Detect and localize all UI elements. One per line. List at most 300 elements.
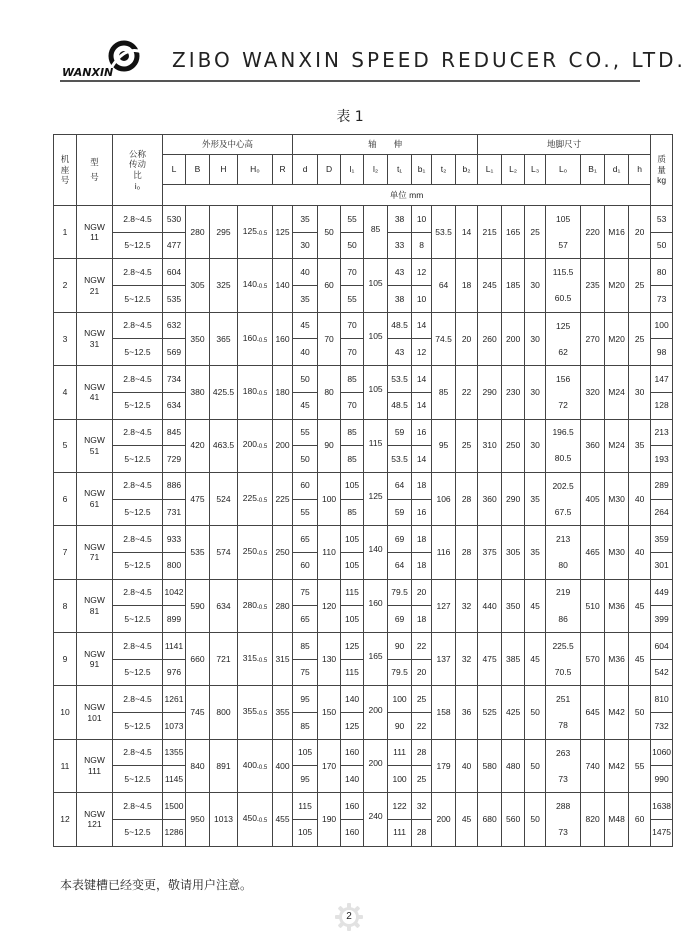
foot-L1-cell: 245 — [478, 259, 502, 312]
b1-cell: 10 — [412, 206, 432, 233]
t2-cell: 74.5 — [432, 312, 456, 365]
foot-d1-cell: M24 — [605, 366, 629, 419]
L-cell: 1500 — [163, 793, 186, 820]
b2-cell: 45 — [456, 793, 478, 846]
l1-cell: 160 — [341, 819, 364, 846]
b1-cell: 18 — [412, 472, 432, 499]
t1-cell: 69 — [388, 526, 412, 553]
col-header-dim-3: H₀ — [238, 155, 273, 185]
foot-h-cell: 45 — [629, 633, 651, 686]
foot-L2-cell: 250 — [502, 419, 525, 472]
H0-cell — [238, 526, 273, 579]
ratio-cell: 5~12.5 — [113, 606, 163, 633]
mass-cell: 1475 — [651, 819, 673, 846]
t1-cell: 122 — [388, 793, 412, 820]
col-header-shaft-3: l₂ — [364, 155, 388, 185]
H0-value: 315 — [242, 652, 257, 663]
foot-h-cell: 60 — [629, 793, 651, 846]
H0-tolerance: -0.5 — [256, 284, 268, 291]
t1-cell: 90 — [388, 633, 412, 660]
type-cell — [77, 793, 113, 846]
ratio-cell: 5~12.5 — [113, 819, 163, 846]
type-label: NGW 111 — [84, 755, 105, 776]
table-row — [54, 232, 673, 259]
H0-value: 450 — [242, 813, 257, 824]
l1-cell: 70 — [341, 339, 364, 366]
mass-cell: 1638 — [651, 793, 673, 820]
gear-logo-icon — [110, 43, 142, 70]
R-cell: 455 — [273, 793, 293, 846]
t1-cell: 48.5 — [388, 312, 412, 339]
type-cell — [77, 526, 113, 579]
col-header-foot-3: L₀ — [546, 155, 581, 185]
foot-L0-cell: 67.5 — [546, 499, 581, 526]
type-label: NGW 61 — [84, 488, 105, 510]
col-mass-header — [651, 135, 673, 206]
mass-cell: 264 — [651, 499, 673, 526]
b2-cell: 40 — [456, 739, 478, 792]
b2-cell: 25 — [456, 419, 478, 472]
foot-h-cell: 25 — [629, 312, 651, 365]
b1-cell: 14 — [412, 446, 432, 473]
foot-d1-cell: M20 — [605, 259, 629, 312]
foot-L0-cell: 78 — [546, 713, 581, 740]
l2-cell: 200 — [364, 758, 388, 785]
b2-cell: 22 — [456, 366, 478, 419]
b1-cell: 12 — [412, 259, 432, 286]
foot-B1-cell: 235 — [581, 259, 605, 312]
mass-cell: 50 — [651, 232, 673, 259]
table-title: 表 1 — [336, 109, 364, 125]
foot-d1-cell: M16 — [605, 206, 629, 259]
d-cell: 45 — [293, 312, 318, 339]
mass-cell: 53 — [651, 206, 673, 233]
l1-cell: 55 — [341, 286, 364, 313]
b2-cell: 28 — [456, 472, 478, 525]
foot-h-cell: 20 — [629, 206, 651, 259]
l2-cell: 105 — [364, 278, 388, 305]
d-cell: 40 — [293, 259, 318, 286]
col-mass-label: 质量 — [657, 154, 666, 175]
L-cell: 1042 — [163, 579, 186, 606]
H0-cell — [238, 686, 273, 739]
ratio-cell: 2.8~4.5 — [113, 526, 163, 553]
ratio-cell: 5~12.5 — [113, 392, 163, 419]
l2-cell: 105 — [364, 331, 388, 358]
col-header-foot-2: L₃ — [525, 155, 546, 185]
b2-cell: 14 — [456, 206, 478, 259]
foot-L1-cell: 310 — [478, 419, 502, 472]
foot-L3-cell: 30 — [525, 312, 546, 365]
H0-cell — [238, 366, 273, 419]
L-cell: 899 — [163, 606, 186, 633]
foot-L1-cell: 680 — [478, 793, 502, 846]
ratio-cell: 5~12.5 — [113, 659, 163, 686]
t1-cell: 90 — [388, 713, 412, 740]
b1-cell: 32 — [412, 793, 432, 820]
d-cell: 85 — [293, 713, 318, 740]
d-cell: 105 — [293, 819, 318, 846]
foot-B1-cell: 510 — [581, 579, 605, 632]
foot-d1-cell: M30 — [605, 472, 629, 525]
foot-L3-cell: 35 — [525, 472, 546, 525]
foot-L2-cell: 480 — [502, 739, 525, 792]
mass-cell: 147 — [651, 366, 673, 393]
group-foot-header: 地脚尺寸 — [478, 135, 651, 155]
table-row — [54, 552, 673, 579]
type-cell — [77, 366, 113, 419]
seat-no-cell: 8 — [54, 579, 77, 632]
table-row — [54, 819, 673, 846]
L-cell: 734 — [163, 366, 186, 393]
type-cell — [77, 579, 113, 632]
col-seat-label: 机座号 — [60, 154, 70, 186]
l2-cell: 140 — [364, 544, 388, 571]
col-header-shaft-5: b₁ — [412, 155, 432, 185]
b1-cell: 8 — [412, 232, 432, 259]
L-cell: 845 — [163, 419, 186, 446]
l1-cell: 115 — [341, 579, 364, 606]
foot-d1-cell: M36 — [605, 579, 629, 632]
L-cell: 569 — [163, 339, 186, 366]
H0-cell — [238, 206, 273, 259]
b1-cell: 25 — [412, 686, 432, 713]
R-cell: 125 — [273, 206, 293, 259]
l1-cell: 105 — [341, 552, 364, 579]
H0-cell — [238, 312, 273, 365]
L-cell: 604 — [163, 259, 186, 286]
foot-h-cell: 50 — [629, 686, 651, 739]
group-dim-header: 外形及中心高 — [163, 135, 293, 155]
L-cell: 530 — [163, 206, 186, 233]
H0-cell — [238, 739, 273, 792]
mass-cell: 80 — [651, 259, 673, 286]
R-cell: 355 — [273, 686, 293, 739]
L-cell: 477 — [163, 232, 186, 259]
mass-cell: 1060 — [651, 739, 673, 766]
B-cell: 950 — [186, 793, 210, 846]
foot-L0-cell: 251 — [546, 686, 581, 713]
t2-cell: 95 — [432, 419, 456, 472]
mass-cell: 604 — [651, 633, 673, 660]
col-header-shaft-0: d — [293, 155, 318, 185]
type-label: NGW 31 — [84, 328, 105, 349]
l1-cell: 105 — [341, 606, 364, 633]
B-cell: 420 — [186, 419, 210, 472]
col-header-foot-5: d₁ — [605, 155, 629, 185]
d-cell: 65 — [293, 526, 318, 553]
foot-h-cell: 25 — [629, 259, 651, 312]
b1-cell: 18 — [412, 606, 432, 633]
t2-cell: 53.5 — [432, 206, 456, 259]
table-row — [54, 606, 673, 633]
type-cell — [77, 739, 113, 792]
ratio-cell: 5~12.5 — [113, 339, 163, 366]
b1-cell: 28 — [412, 739, 432, 766]
B-cell: 535 — [186, 526, 210, 579]
seat-no-cell: 12 — [54, 793, 77, 846]
D-cell: 130 — [318, 633, 341, 686]
foot-L1-cell: 290 — [478, 366, 502, 419]
d-cell: 35 — [293, 206, 318, 233]
L-cell: 933 — [163, 526, 186, 553]
foot-d1-cell: M24 — [605, 419, 629, 472]
B-cell: 840 — [186, 739, 210, 792]
l2-cell: 200 — [364, 705, 388, 732]
b1-cell: 18 — [412, 526, 432, 553]
foot-d1-cell: M42 — [605, 739, 629, 792]
foot-L0-cell: 219 — [546, 579, 581, 606]
foot-B1-cell: 570 — [581, 633, 605, 686]
t2-cell: 85 — [432, 366, 456, 419]
t2-cell: 127 — [432, 579, 456, 632]
col-type-header — [77, 135, 113, 206]
H-cell: 295 — [210, 206, 238, 259]
B-cell: 475 — [186, 472, 210, 525]
l1-cell: 160 — [341, 739, 364, 766]
D-cell: 190 — [318, 793, 341, 846]
foot-L0-cell: 80 — [546, 552, 581, 579]
H0-value: 280 — [242, 599, 257, 610]
ratio-cell: 2.8~4.5 — [113, 259, 163, 286]
foot-d1-cell: M20 — [605, 312, 629, 365]
t1-cell: 64 — [388, 552, 412, 579]
seat-no-cell: 11 — [54, 739, 77, 792]
t1-cell: 100 — [388, 766, 412, 793]
type-label: NGW 21 — [84, 274, 105, 296]
H-cell: 634 — [210, 579, 238, 632]
b2-cell: 36 — [456, 686, 478, 739]
foot-L0-cell: 288 — [546, 793, 581, 820]
B-cell: 305 — [186, 259, 210, 312]
H0-tolerance: -0.5 — [256, 764, 268, 771]
col-header-foot-4: B₁ — [581, 155, 605, 185]
mass-cell: 73 — [651, 286, 673, 313]
d-cell: 55 — [293, 419, 318, 446]
foot-B1-cell: 740 — [581, 739, 605, 792]
D-cell: 170 — [318, 739, 341, 792]
mass-cell: 732 — [651, 713, 673, 740]
H0-tolerance: -0.5 — [256, 551, 268, 558]
type-cell — [77, 686, 113, 739]
foot-L3-cell: 30 — [525, 419, 546, 472]
l1-cell: 85 — [341, 366, 364, 393]
H0-value: 180 — [242, 386, 257, 397]
col-header-dim-4: R — [273, 155, 293, 185]
seat-no-cell: 4 — [54, 366, 77, 419]
t1-cell: 79.5 — [388, 579, 412, 606]
header-divider — [60, 80, 640, 82]
foot-L0-cell: 213 — [546, 526, 581, 553]
H0-cell — [238, 419, 273, 472]
H-cell: 425.5 — [210, 366, 238, 419]
d-cell: 60 — [293, 552, 318, 579]
page-number: 2 — [346, 911, 352, 922]
L-cell: 1141 — [163, 633, 186, 660]
t1-cell: 33 — [388, 232, 412, 259]
L-cell: 976 — [163, 659, 186, 686]
l1-cell: 85 — [341, 419, 364, 446]
R-cell: 140 — [273, 259, 293, 312]
d-cell: 85 — [293, 633, 318, 660]
R-cell: 315 — [273, 633, 293, 686]
table-row — [54, 392, 673, 419]
foot-L2-cell: 200 — [502, 312, 525, 365]
foot-L3-cell: 25 — [525, 206, 546, 259]
foot-d1-cell: M48 — [605, 793, 629, 846]
col-header-shaft-1: D — [318, 155, 341, 185]
R-cell: 400 — [273, 739, 293, 792]
mass-cell: 542 — [651, 659, 673, 686]
foot-B1-cell: 405 — [581, 472, 605, 525]
L-cell: 1145 — [163, 766, 186, 793]
type-label: NGW 41 — [84, 381, 105, 403]
seat-no-cell: 3 — [54, 312, 77, 365]
l1-cell: 105 — [341, 526, 364, 553]
foot-L0-cell: 70.5 — [546, 659, 581, 686]
l1-cell: 105 — [341, 472, 364, 499]
l2-cell: 125 — [364, 491, 388, 518]
foot-L1-cell: 215 — [478, 206, 502, 259]
foot-L0-cell: 225.5 — [546, 633, 581, 660]
foot-h-cell: 40 — [629, 526, 651, 579]
foot-L0-cell: 57 — [546, 232, 581, 259]
foot-L3-cell: 50 — [525, 739, 546, 792]
col-ratio-symbol: i₀ — [134, 180, 141, 191]
b1-cell: 16 — [412, 419, 432, 446]
t2-cell: 106 — [432, 472, 456, 525]
mass-cell: 810 — [651, 686, 673, 713]
l2-cell: 85 — [364, 224, 388, 251]
D-cell: 50 — [318, 206, 341, 259]
t1-cell: 43 — [388, 339, 412, 366]
ratio-cell: 5~12.5 — [113, 499, 163, 526]
d-cell: 50 — [293, 366, 318, 393]
foot-L3-cell: 30 — [525, 259, 546, 312]
foot-h-cell: 40 — [629, 472, 651, 525]
H0-value: 125 — [242, 225, 257, 236]
footnote: 本表键槽已经变更，敬请用户注意。 — [60, 878, 253, 892]
col-header-shaft-6: t₂ — [432, 155, 456, 185]
d-cell: 75 — [293, 579, 318, 606]
foot-d1-cell: M36 — [605, 633, 629, 686]
H0-value: 400 — [242, 759, 257, 770]
foot-L0-cell: 62 — [546, 339, 581, 366]
L-cell: 1261 — [163, 686, 186, 713]
t1-cell: 48.5 — [388, 392, 412, 419]
d-cell: 95 — [293, 766, 318, 793]
foot-L0-cell: 115.5 — [546, 259, 581, 286]
foot-L3-cell: 45 — [525, 579, 546, 632]
mass-cell: 193 — [651, 446, 673, 473]
table-row — [54, 659, 673, 686]
l1-cell: 70 — [341, 312, 364, 339]
foot-L3-cell: 45 — [525, 633, 546, 686]
b2-cell: 28 — [456, 526, 478, 579]
ratio-cell: 5~12.5 — [113, 232, 163, 259]
d-cell: 105 — [293, 739, 318, 766]
foot-L2-cell: 305 — [502, 526, 525, 579]
ratio-cell: 2.8~4.5 — [113, 206, 163, 233]
foot-B1-cell: 820 — [581, 793, 605, 846]
foot-B1-cell: 465 — [581, 526, 605, 579]
d-cell: 35 — [293, 286, 318, 313]
D-cell: 60 — [318, 259, 341, 312]
t2-cell: 64 — [432, 259, 456, 312]
t1-cell: 38 — [388, 206, 412, 233]
col-header-foot-0: L₁ — [478, 155, 502, 185]
b2-cell: 32 — [456, 633, 478, 686]
col-header-shaft-4: t₁ — [388, 155, 412, 185]
ratio-cell: 2.8~4.5 — [113, 419, 163, 446]
foot-L0-cell: 202.5 — [546, 472, 581, 499]
t2-cell: 200 — [432, 793, 456, 846]
foot-L3-cell: 50 — [525, 686, 546, 739]
l2-cell: 115 — [364, 438, 388, 465]
col-header-shaft-7: b₂ — [456, 155, 478, 185]
l1-cell: 115 — [341, 659, 364, 686]
table-row — [54, 339, 673, 366]
B-cell: 660 — [186, 633, 210, 686]
H-cell: 524 — [210, 472, 238, 525]
foot-L2-cell: 165 — [502, 206, 525, 259]
l1-cell: 50 — [341, 232, 364, 259]
H0-tolerance: -0.5 — [256, 230, 268, 237]
R-cell: 160 — [273, 312, 293, 365]
t1-cell: 111 — [388, 739, 412, 766]
ratio-cell: 2.8~4.5 — [113, 472, 163, 499]
mass-cell: 449 — [651, 579, 673, 606]
d-cell: 30 — [293, 232, 318, 259]
foot-L3-cell: 30 — [525, 366, 546, 419]
H-cell: 463.5 — [210, 419, 238, 472]
type-cell — [77, 259, 113, 312]
H0-tolerance: -0.5 — [256, 818, 268, 825]
l1-cell: 140 — [341, 686, 364, 713]
H0-value: 200 — [242, 439, 257, 450]
foot-L1-cell: 360 — [478, 472, 502, 525]
L-cell: 1073 — [163, 713, 186, 740]
l2-cell: 160 — [364, 598, 388, 625]
group-shaft-header: 轴 伸 — [293, 135, 478, 155]
t1-cell: 38 — [388, 286, 412, 313]
b1-cell: 16 — [412, 499, 432, 526]
b1-cell: 14 — [412, 392, 432, 419]
seat-no-cell: 7 — [54, 526, 77, 579]
col-header-foot-6: h — [629, 155, 651, 185]
L-cell: 731 — [163, 499, 186, 526]
foot-L0-cell: 73 — [546, 766, 581, 793]
mass-cell: 213 — [651, 419, 673, 446]
mass-cell: 98 — [651, 339, 673, 366]
R-cell: 250 — [273, 526, 293, 579]
l1-cell: 125 — [341, 713, 364, 740]
H0-tolerance: -0.5 — [256, 657, 268, 664]
d-cell: 55 — [293, 499, 318, 526]
table-row — [54, 446, 673, 473]
foot-L2-cell: 425 — [502, 686, 525, 739]
H-cell: 365 — [210, 312, 238, 365]
b1-cell: 18 — [412, 552, 432, 579]
foot-L0-cell: 156 — [546, 366, 581, 393]
H0-cell — [238, 259, 273, 312]
foot-L1-cell: 580 — [478, 739, 502, 792]
D-cell: 80 — [318, 366, 341, 419]
d-cell: 95 — [293, 686, 318, 713]
type-cell — [77, 633, 113, 686]
H0-tolerance: -0.5 — [256, 444, 268, 451]
type-label: NGW 121 — [84, 808, 105, 830]
